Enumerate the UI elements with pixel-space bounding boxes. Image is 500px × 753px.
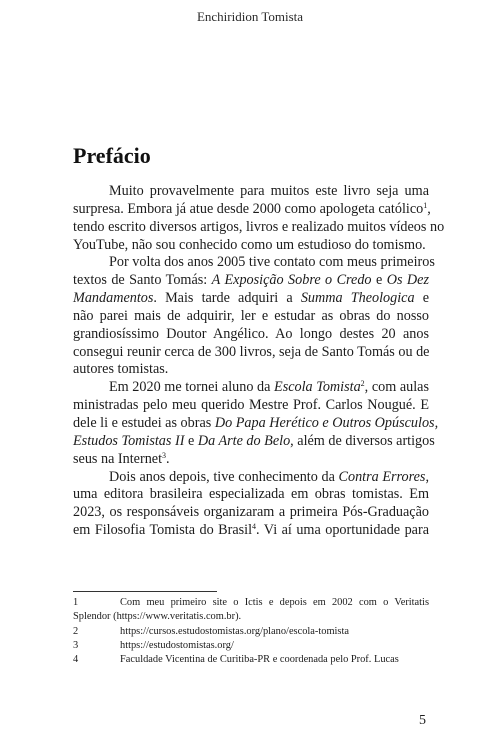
- text-segment: surpresa. Embora já atue desde 2000 como apologeta católico: [73, 200, 424, 217]
- text-segment: . Vi aí uma oportunidade para: [256, 522, 429, 539]
- text-segment: e: [414, 290, 429, 307]
- footnote-1-continuation: [73, 610, 429, 624]
- text-line: YouTube, não sou conhecido como um estudioso do tomismo.: [73, 236, 426, 253]
- publisher-name: Contra Errores: [338, 468, 426, 485]
- text-line: grandiosíssimo Doutor Angélico. Ao longo destes 20 anos: [73, 325, 429, 342]
- footnote-link[interactable]: https://estudostomistas.org/: [120, 639, 234, 651]
- text-segment: textos de Santo Tomás:: [73, 272, 212, 289]
- book-title: Da Arte do Belo: [197, 432, 291, 449]
- text-segment: , com aulas: [364, 379, 429, 396]
- book-title: Do Papa Herético e Outros Opúsculos,: [214, 414, 439, 431]
- book-title: Estudos Tomistas II: [73, 432, 185, 449]
- text-segment: dele li e estudei as obras: [73, 414, 215, 431]
- footnotes: [73, 596, 429, 667]
- footnote-text: Com meu primeiro site o Ictis e depois em 2002 com o Veritatis: [120, 597, 429, 608]
- school-name: Escola Tomista: [274, 379, 361, 396]
- footnote-1: [73, 596, 429, 610]
- text-segment: Dois anos depois, tive conhecimento da: [109, 468, 339, 485]
- footnote-separator: [73, 591, 217, 592]
- text-segment: ,: [427, 200, 431, 217]
- paragraph-1: [73, 183, 445, 254]
- text-line: [73, 290, 429, 308]
- footnote-ref[interactable]: 2: [360, 379, 365, 389]
- footnote-ref[interactable]: 1: [423, 200, 428, 210]
- text-line: uma editora brasileira especializada em obras tomistas. Em: [73, 486, 429, 503]
- footnote-ref[interactable]: 3: [162, 450, 167, 460]
- book-title: Summa Theologica: [300, 290, 415, 307]
- book-title: Mandamentos: [73, 290, 154, 307]
- book-title: Os Dez: [386, 272, 429, 289]
- footnote-link[interactable]: https://cursos.estudostomistas.org/plano/escola-tomista: [120, 625, 349, 637]
- text-segment: e: [371, 272, 387, 289]
- footnote-4: [73, 653, 429, 667]
- text-line: Por volta dos anos 2005 tive contato com meus primeiros: [109, 254, 435, 271]
- paragraph-4: [73, 469, 429, 540]
- book-title: A Exposição Sobre o Credo: [211, 272, 372, 289]
- paragraph-3: [73, 379, 439, 468]
- footnote-number: 1: [73, 597, 79, 608]
- text-line: [73, 414, 439, 433]
- text-line: [73, 469, 429, 487]
- text-line: Muito provavelmente para muitos este livro seja uma: [109, 183, 429, 199]
- footnote-number: 2: [73, 625, 79, 637]
- text-line: consegui reunir cerca de 300 livros, seja de Santo Tomás ou de: [73, 343, 430, 360]
- body-text: [73, 183, 445, 540]
- text-segment: .: [166, 450, 170, 467]
- text-line: ministradas pelo meu querido Mestre Prof. Carlos Nougué. E: [73, 397, 429, 414]
- footnote-number: 4: [73, 654, 79, 666]
- text-segment: ,: [425, 468, 430, 485]
- footnote-ref[interactable]: 4: [252, 522, 257, 532]
- text-segment: , além de diversos artigos: [290, 432, 435, 449]
- text-line: não parei mais de adquirir, ler e estudar as obras do nosso: [73, 307, 429, 324]
- chapter-title: Prefácio: [73, 143, 151, 168]
- text-line: [73, 201, 429, 219]
- text-segment: Em 2020 me tornei aluno da: [109, 379, 275, 396]
- footnote-text: Faculdade Vicentina de Curitiba-PR e coordenada pelo Prof. Lucas: [120, 654, 399, 666]
- text-line: [73, 451, 429, 469]
- running-head: Enchiridion Tomista: [196, 9, 304, 24]
- text-segment: em Filosofia Tomista do Brasil: [73, 522, 253, 539]
- text-line: 2023, os responsáveis organizaram a primeira Pós-Graduação: [73, 504, 429, 521]
- text-line: [73, 272, 429, 290]
- text-line: autores tomistas.: [73, 361, 169, 378]
- text-line: [73, 379, 429, 397]
- text-segment: e: [184, 432, 198, 449]
- footnote-3: [73, 639, 429, 653]
- text-segment: seus na Internet: [73, 450, 163, 467]
- footnote-text[interactable]: Splendor (https://www.veritatis.com.br).: [73, 611, 242, 623]
- footnote-number: 3: [73, 639, 79, 651]
- footnote-2: [73, 625, 429, 639]
- text-line: tendo escrito diversos artigos, livros e realizado muitos vídeos no: [73, 218, 445, 235]
- text-segment: . Mais tarde adquiri a: [153, 290, 301, 307]
- page-number: 5: [419, 713, 426, 728]
- text-line: [73, 432, 435, 451]
- paragraph-2: [73, 254, 435, 379]
- text-line: [73, 522, 429, 540]
